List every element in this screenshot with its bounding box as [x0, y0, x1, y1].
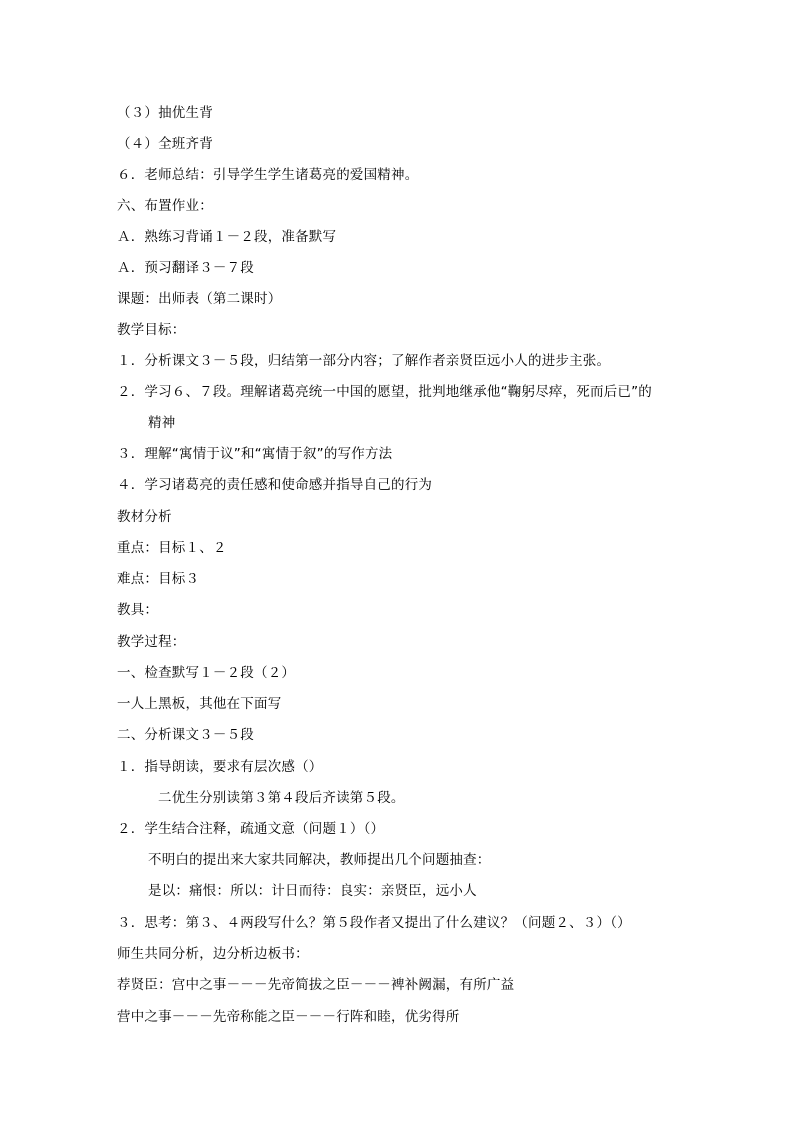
section-heading: 教学过程： [117, 634, 186, 650]
text-line: 精神 [148, 415, 176, 431]
text-line: １．指导朗读，要求有层次感（） [117, 759, 323, 775]
text-line: 不明白的提出来大家共同解决，教师提出几个问题抽查： [148, 852, 491, 868]
text-line: 重点：目标１、２ [117, 540, 227, 556]
section-heading: 六、布置作业： [117, 198, 213, 214]
section-heading: 教材分析 [117, 509, 172, 525]
text-line: ４．学习诸葛亮的责任感和使命感并指导自己的行为 [117, 477, 433, 493]
text-line: ２．学生结合注释，疏通文意（问题１）（） [117, 821, 385, 837]
text-line: ２．学习６、７段。理解诸葛亮统一中国的愿望，批判地继承他“鞠躬尽瘁，死而后已”的 [117, 384, 652, 400]
text-line: ６．老师总结：引导学生学生诸葛亮的爱国精神。 [117, 167, 419, 183]
text-line: 难点：目标３ [117, 571, 200, 587]
text-line: Ａ．预习翻译３－７段 [117, 260, 254, 276]
text-line: 一人上黑板，其他在下面写 [117, 696, 282, 712]
text-line: 教具： [117, 602, 159, 618]
text-line: （３）抽优生背 [117, 105, 213, 121]
text-line: （４）全班齐背 [117, 136, 213, 152]
text-line: 营中之事－－－先帝称能之臣－－－行阵和睦，优劣得所 [117, 1009, 460, 1025]
text-line: ３．理解“寓情于议”和“寓情于叙”的写作方法 [117, 446, 393, 462]
text-line: 一、检查默写１－２段（２） [117, 665, 296, 681]
text-line: １．分析课文３－５段，归结第一部分内容；了解作者亲贤臣远小人的进步主张。 [117, 353, 611, 369]
section-heading: 教学目标： [117, 322, 186, 338]
lesson-title: 课题：出师表（第二课时） [117, 291, 282, 307]
text-line: 是以：痛恨：所以：计日而待：良实：亲贤臣，远小人 [148, 883, 477, 899]
text-line: 二、分析课文３－５段 [117, 727, 254, 743]
text-line: ３．思考：第３、４两段写什么？第５段作者又提出了什么建议？（问题２、３）（） [117, 915, 631, 931]
text-line: 师生共同分析，边分析边板书： [117, 946, 309, 962]
text-line: 二优生分别读第３第４段后齐读第５段。 [158, 790, 405, 806]
text-line: Ａ．熟练习背诵１－２段，准备默写 [117, 229, 337, 245]
text-line: 荐贤臣：宫中之事－－－先帝简拔之臣－－－裨补阙漏，有所广益 [117, 977, 515, 993]
